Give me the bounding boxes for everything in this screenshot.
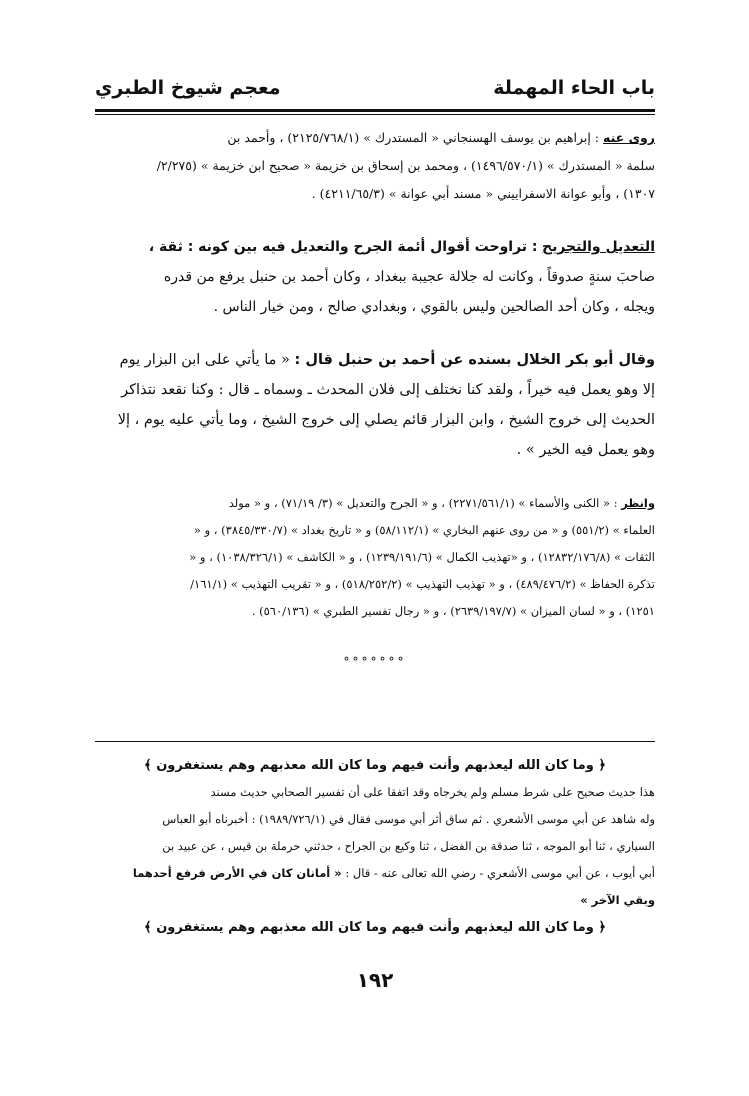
khallal-paragraph xyxy=(95,345,655,465)
text-line xyxy=(95,345,655,375)
text-line: العلماء » (٥٥١/٢) و « من روى عنهم البخاري » (٥٨/١١٢/١) و « تاريخ بغداد » (٣٨٤٥/٣٣٠/٧) ، و « xyxy=(193,523,655,537)
text-span: وقال أبو بكر الخلال بسنده عن أحمد بن حنبل قال : xyxy=(294,352,655,368)
section-separator: °°°°°°° xyxy=(343,655,407,669)
section-label: التعديل والتجريح xyxy=(541,239,655,255)
text-line: ويجله ، وكان أحد الصالحين وليس بالقوي ، وبغدادي صالح ، ومن خيار الناس . xyxy=(213,299,655,315)
text-span: أبي أيوب ، عن أبي موسى الأشعري - رضي الله تعالى عنه - قال : xyxy=(345,866,655,880)
evaluation-paragraph xyxy=(95,232,655,322)
text-line xyxy=(95,490,655,517)
references-paragraph xyxy=(95,490,655,625)
text-line: ١٢٥١) ، و « لسان الميزان » (٢٦٣٩/١٩٧/٧) ، و « رجال تفسير الطبري » (٥٦٠/١٣٦) . xyxy=(251,604,655,618)
text-line: هذا حديث صحيح على شرط مسلم ولم يخرجاه وقد اتفقا على أن تفسير الصحابي حديث مسند xyxy=(210,785,655,799)
text-line: السياري ، ثنا أبو الموجه ، ثنا صدقة بن الفضل ، ثنا وكيع بن الجراح ، حدثني حرملة بن قيس ، عن عبيد بن xyxy=(162,839,655,853)
text-line: وهو يعمل فيه الخير » . xyxy=(516,442,655,458)
quran-verse: ﴿ وما كان الله ليعذبهم وأنت فيهم وما كان الله معذبهم وهم يستغفرون ﴾ xyxy=(144,758,606,773)
narrators-paragraph xyxy=(95,124,655,208)
text-line: سلمة « المستدرك » (١٤٩٦/٥٧٠/١) ، ومحمد بن إسحاق بن خزيمة « صحيح ابن خزيمة » (٢/٢٧٥/ xyxy=(156,158,655,173)
header-rule-thin xyxy=(95,114,655,115)
text-span: : إبراهيم بن يوسف الهسنجاني « المستدرك » (٢١٢٥/٧٦٨/١) ، وأحمد بن xyxy=(227,130,600,145)
text-line: تذكرة الحفاظ » (٤٨٩/٤٧٦/٢) ، و « تهذيب التهذيب » (٥١٨/٢٥٢/٢) ، و « تقريب التهذيب » (١٦١/١/ xyxy=(190,577,655,591)
chapter-title: باب الحاء المهملة xyxy=(493,77,655,99)
book-title: معجم شيوخ الطبري xyxy=(95,77,281,99)
page-header xyxy=(95,70,655,106)
section-label: وانظر xyxy=(621,496,655,510)
header-rule xyxy=(95,109,655,112)
text-line: الثقات » (١٢٨٣٢/١٧٦/٨) ، و «تهذيب الكمال » (١٢٣٩/١٩١/٦) ، و « الكاشف » (١٠٣٨/٣٢٦/١) ، و « xyxy=(189,550,655,564)
quran-verse: ﴿ وما كان الله ليعذبهم وأنت فيهم وما كان الله معذبهم وهم يستغفرون ﴾ xyxy=(144,920,606,935)
footnote-rule xyxy=(95,741,655,742)
text-line xyxy=(95,124,655,152)
text-span: : تراوحت أقوال أئمة الجرح والتعديل فيه بين كونه : ثقة ، xyxy=(148,239,538,255)
text-line: وله شاهد عن أبي موسى الأشعري . ثم ساق أثر أبي موسى فقال في (١٩٨٩/٧٢٦/١) : أخبرناه أبو العباس xyxy=(162,812,655,826)
section-label: روى عنه xyxy=(603,130,655,145)
page-number: ١٩٢ xyxy=(356,968,394,992)
text-line: ١٣٠٧) ، وأبو عوانة الاسفراييني « مسند أبي عوانة » (٤٢١١/٦٥/٣) . xyxy=(311,186,655,201)
text-line xyxy=(95,232,655,262)
text-line: صاحبَ سنةٍ صدوقاً ، وكانت له جلالة عجيبة ببغداد ، وكان أحمد بن حنبل يرفع من قدره xyxy=(163,269,655,285)
text-span: « ما يأتي على ابن البزار يوم xyxy=(119,352,290,368)
text-line: الحديث إلى خروج الشيخ ، وابن البزار قائم يصلي إلى خروج الشيخ ، وما يأتي عليه يوم ، إلا xyxy=(117,412,655,428)
text-line xyxy=(95,860,655,887)
text-line: إلا وهو يعمل فيه خيراً ، ولقد كنا نختلف إلى فلان المحدث ـ وسماه ـ قال : وكنا نقعد نتذاكر xyxy=(121,382,655,398)
text-span: : « الكنى والأسماء » (٢٢٧١/٥٦١/١) ، و « الجرح والتعديل » (٣/ ٧١/١٩) ، و « مولد xyxy=(228,496,618,510)
hadith-quote-end: وبقي الآخر » xyxy=(580,893,655,907)
footnote-block xyxy=(95,752,655,941)
hadith-quote: « أمانان كان في الأرض فرفع أحدهما xyxy=(132,866,342,880)
